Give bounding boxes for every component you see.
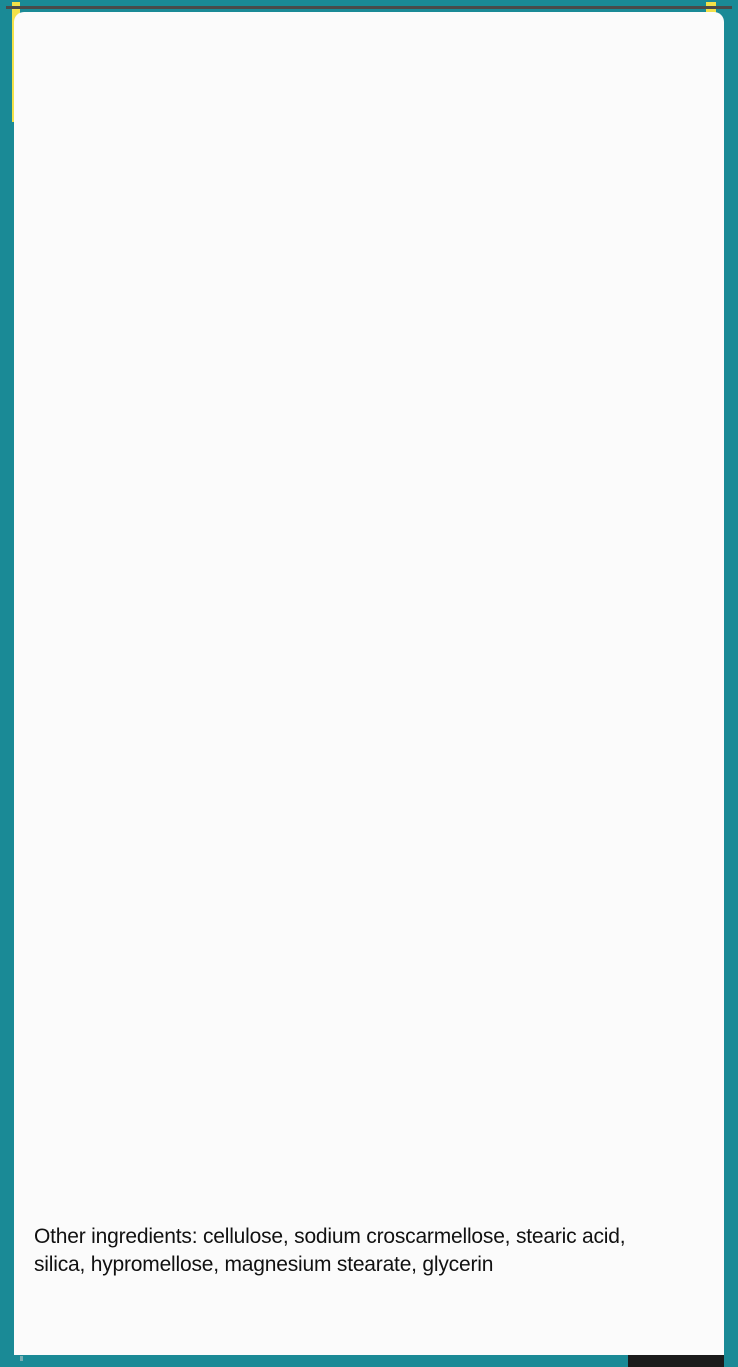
package-top-seam xyxy=(6,6,732,9)
other-ingredients-line-2: silica, hypromellose, magnesium stearate, glycerin xyxy=(34,1253,494,1276)
label-face xyxy=(14,12,724,1355)
microprint-black-block xyxy=(628,1355,724,1367)
microprint-strip xyxy=(20,1356,720,1361)
other-ingredients-line-1: Other ingredients: cellulose, sodium croscarmellose, stearic acid, xyxy=(34,1225,626,1248)
